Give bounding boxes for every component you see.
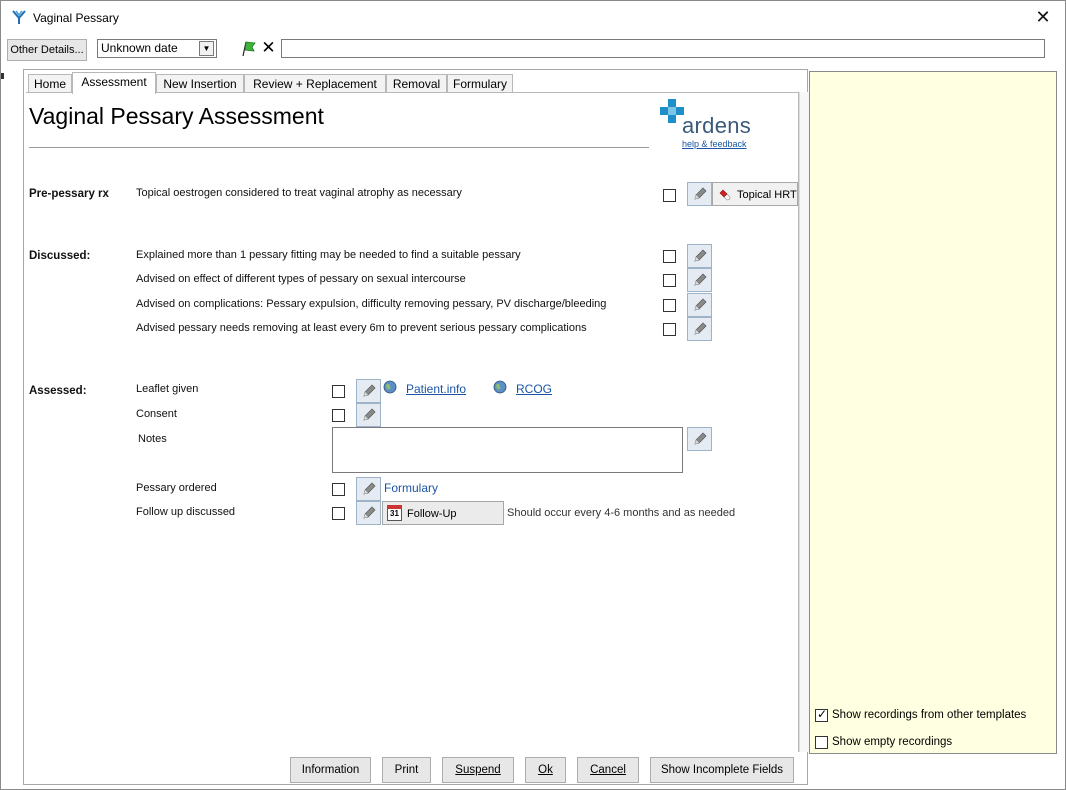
cancel-button[interactable]: Cancel xyxy=(577,757,639,783)
show-empty-label: Show empty recordings xyxy=(832,736,953,748)
information-button[interactable]: Information xyxy=(290,757,371,783)
suspend-button[interactable]: Suspend xyxy=(442,757,514,783)
main-panel xyxy=(23,69,808,785)
discussed-item-2-checkbox[interactable] xyxy=(663,274,676,287)
page-title: Vaginal Pessary Assessment xyxy=(29,103,324,129)
discussed-item-1-checkbox[interactable] xyxy=(663,250,676,263)
title-divider xyxy=(29,147,649,148)
app-icon xyxy=(11,9,27,25)
tab-formulary[interactable]: Formulary xyxy=(447,74,513,93)
discussed-item-1-edit-button[interactable] xyxy=(687,244,712,268)
rcog-link[interactable]: RCOG xyxy=(516,382,552,396)
left-edge-marker xyxy=(1,73,4,79)
discussed-item-4-edit-button[interactable] xyxy=(687,317,712,341)
discussed-item-4: Advised pessary needs removing at least every 6m to prevent serious pessary complications xyxy=(136,322,587,334)
discussed-item-2-edit-button[interactable] xyxy=(687,268,712,292)
patient-info-link[interactable]: Patient.info xyxy=(406,382,467,396)
pencil-icon xyxy=(361,383,377,399)
ardens-logo xyxy=(658,99,768,157)
tab-new-insertion[interactable]: New Insertion xyxy=(156,74,244,93)
show-empty-option[interactable] xyxy=(815,735,1055,751)
pencil-icon xyxy=(692,431,708,447)
show-incomplete-fields-button[interactable]: Show Incomplete Fields xyxy=(650,757,794,783)
pencil-icon xyxy=(692,186,708,202)
discussed-item-3-edit-button[interactable] xyxy=(687,293,712,317)
discussed-item-2: Advised on effect of different types of pessary on sexual intercourse xyxy=(136,273,466,285)
show-empty-checkbox[interactable] xyxy=(815,736,828,749)
follow-up-button-label: Follow-Up xyxy=(407,508,457,520)
notes-textarea[interactable] xyxy=(332,427,683,473)
discussed-item-3: Advised on complications: Pessary expulsion, difficulty removing pessary, PV discharge/bleeding xyxy=(136,298,607,310)
tab-review-replacement[interactable]: Review + Replacement xyxy=(244,74,386,93)
leaflet-given-edit-button[interactable] xyxy=(356,379,381,403)
tab-removal[interactable]: Removal xyxy=(386,74,447,93)
notes-label: Notes xyxy=(138,433,167,445)
pencil-icon xyxy=(361,505,377,521)
topical-oestrogen-label: Topical oestrogen considered to treat vaginal atrophy as necessary xyxy=(136,187,462,199)
free-text-input[interactable] xyxy=(281,39,1045,58)
print-button[interactable]: Print xyxy=(382,757,431,783)
tab-assessment[interactable]: Assessment xyxy=(72,72,156,94)
discussed-label: Discussed: xyxy=(29,250,91,262)
green-flag-icon[interactable] xyxy=(239,39,258,58)
formulary-link[interactable]: Formulary xyxy=(384,481,439,495)
toolbar xyxy=(1,35,1065,63)
pessary-ordered-edit-button[interactable] xyxy=(356,477,381,501)
date-value: Unknown date xyxy=(101,41,178,55)
show-other-templates-checkbox[interactable] xyxy=(815,709,828,722)
discussed-item-3-checkbox[interactable] xyxy=(663,299,676,312)
show-other-templates-label: Show recordings from other templates xyxy=(832,709,1027,721)
notes-edit-button[interactable] xyxy=(687,427,712,451)
topical-oestrogen-checkbox[interactable] xyxy=(663,189,676,202)
pill-icon xyxy=(718,188,732,202)
follow-up-checkbox[interactable] xyxy=(332,507,345,520)
date-select[interactable] xyxy=(97,39,217,58)
logo-text: ardens xyxy=(682,113,752,138)
assessed-label: Assessed: xyxy=(29,385,87,397)
leaflet-given-label: Leaflet given xyxy=(136,383,199,395)
calendar-icon: 31 xyxy=(387,505,402,521)
pessary-ordered-label: Pessary ordered xyxy=(136,482,217,494)
window-title: Vaginal Pessary xyxy=(33,11,119,25)
discussed-item-4-checkbox[interactable] xyxy=(663,323,676,336)
title-bar xyxy=(1,1,1065,35)
consent-label: Consent xyxy=(136,408,177,420)
ok-button[interactable]: Ok xyxy=(525,757,566,783)
pencil-icon xyxy=(361,407,377,423)
globe-icon xyxy=(493,380,507,394)
tab-home[interactable]: Home xyxy=(28,74,72,93)
pessary-ordered-checkbox[interactable] xyxy=(332,483,345,496)
pencil-icon xyxy=(692,297,708,313)
pencil-icon xyxy=(692,248,708,264)
check-icon: ✓ xyxy=(817,707,828,721)
vertical-scrollbar[interactable] xyxy=(799,92,809,752)
leaflet-given-checkbox[interactable] xyxy=(332,385,345,398)
topical-hrt-label: Topical HRT xyxy=(737,189,797,201)
clear-icon[interactable]: ✕ xyxy=(261,38,276,57)
discussed-item-1: Explained more than 1 pessary fitting may be needed to find a suitable pessary xyxy=(136,249,521,261)
assessment-content xyxy=(26,92,799,752)
pencil-icon xyxy=(361,481,377,497)
follow-up-edit-button[interactable] xyxy=(356,501,381,525)
show-other-templates-option[interactable] xyxy=(815,708,1055,724)
pre-pessary-label: Pre-pessary rx xyxy=(29,188,109,200)
follow-up-hint: Should occur every 4-6 months and as needed xyxy=(507,507,736,519)
help-feedback-link[interactable]: help & feedback xyxy=(682,139,747,149)
topical-oestrogen-edit-button[interactable] xyxy=(687,182,712,206)
pencil-icon xyxy=(692,272,708,288)
recordings-panel xyxy=(809,71,1057,754)
other-details-button[interactable]: Other Details... xyxy=(7,39,87,61)
close-icon[interactable]: ✕ xyxy=(1035,7,1051,27)
consent-edit-button[interactable] xyxy=(356,403,381,427)
follow-up-button[interactable] xyxy=(382,501,504,525)
pencil-icon xyxy=(692,321,708,337)
consent-checkbox[interactable] xyxy=(332,409,345,422)
follow-up-label: Follow up discussed xyxy=(136,506,236,518)
globe-icon xyxy=(383,380,397,394)
topical-hrt-button[interactable] xyxy=(712,182,798,206)
chevron-down-icon[interactable]: ▼ xyxy=(199,41,214,56)
